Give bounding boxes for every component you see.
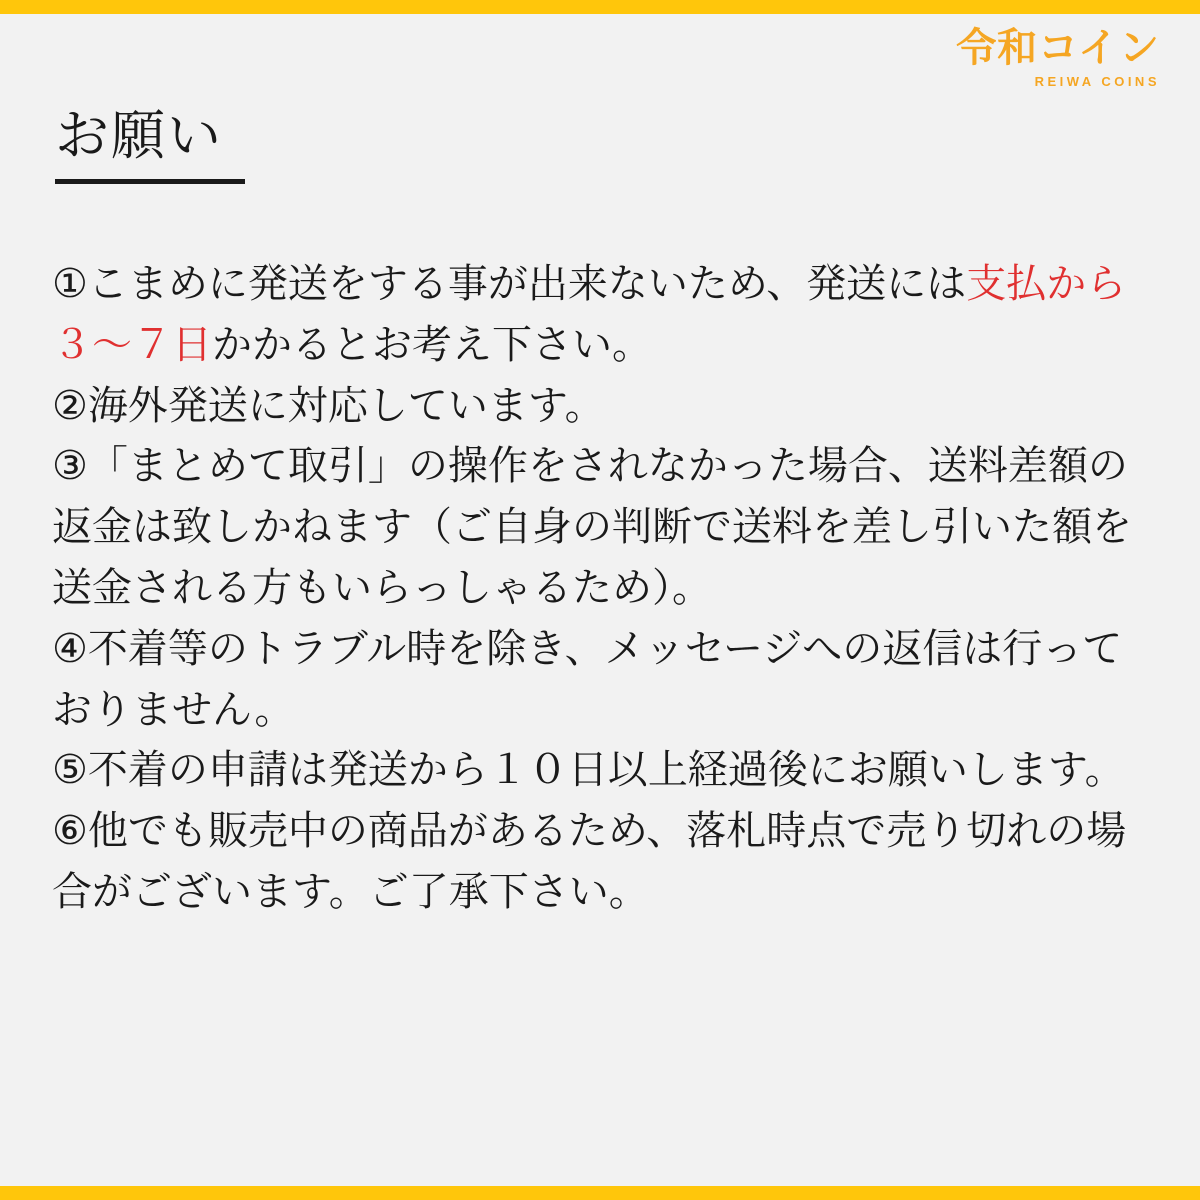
note-text-suffix: かかるとお考え下さい。 <box>212 321 652 368</box>
note-text-prefix: ⑥他でも販売中の商品があるため、落札時点で売り切れの場合がございます。ご了承下さい。 <box>52 808 1127 915</box>
note-text-prefix: ③「まとめて取引」の操作をされなかった場合、送料差額の返金は致しかねます（ご自身の判断で送料を差し引いた額を送金される方もいらっしゃるため）。 <box>52 443 1132 611</box>
note-text-prefix: ①こまめに発送をする事が出来ないため、発送には <box>52 261 967 307</box>
note-text-prefix: ②海外発送に対応しています。 <box>52 382 605 429</box>
page-title-block <box>55 106 245 184</box>
brand-logo-sub: REIWA COINS <box>1034 74 1160 89</box>
note-text-prefix: ⑤不着の申請は発送から１０日以上経過後にお願いします。 <box>52 747 1125 794</box>
brand-logo <box>956 25 1160 89</box>
notes-list <box>52 254 1152 923</box>
note-text-prefix: ④不着等のトラブル時を除き、メッセージへの返信は行っておりません。 <box>52 625 1123 733</box>
document-content-area <box>0 14 1200 1186</box>
note-item-5 <box>52 740 1152 801</box>
note-item-2 <box>52 376 1152 437</box>
note-item-6 <box>52 801 1152 923</box>
note-text-highlight: 支払から３〜７日 <box>52 261 1127 368</box>
note-item-4 <box>52 619 1152 741</box>
brand-logo-main: 令和コイン <box>956 25 1160 71</box>
title-underline <box>55 179 245 184</box>
note-item-1 <box>52 254 1152 376</box>
note-item-3 <box>52 436 1152 618</box>
page-title: お願い <box>55 104 223 167</box>
